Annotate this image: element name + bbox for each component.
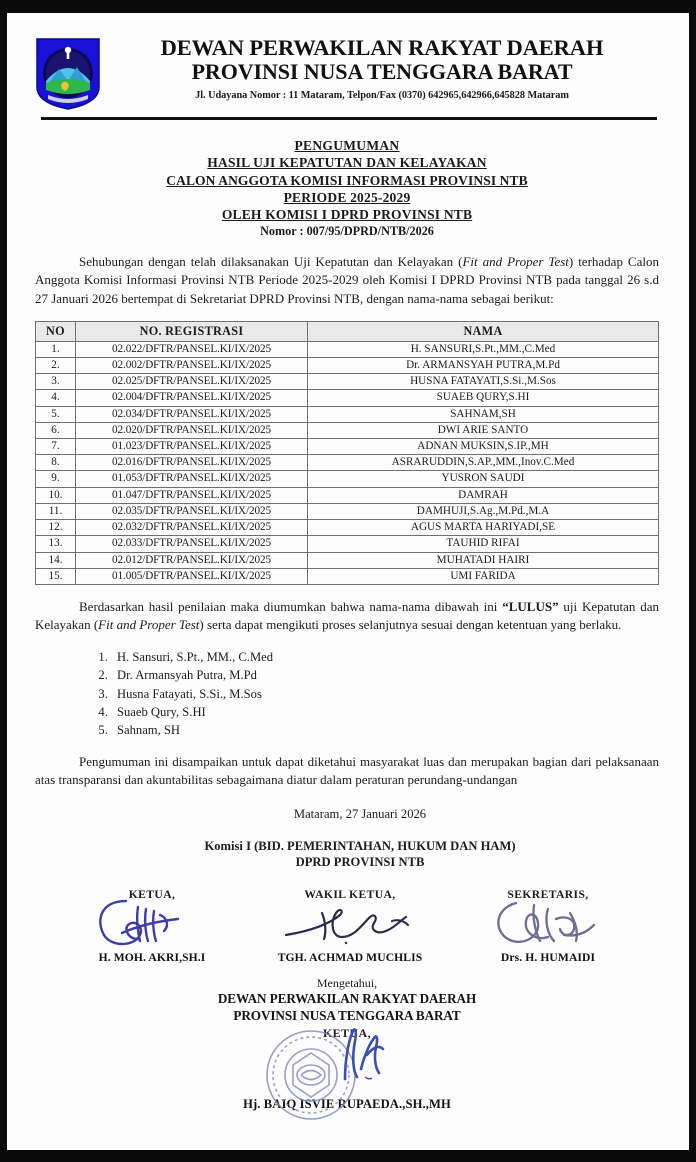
committee-block (35, 838, 659, 871)
column-header-no: NO (36, 322, 76, 341)
cell-no: 7. (36, 439, 76, 455)
cell-no-registrasi: 01.023/DFTR/PANSEL.KI/IX/2025 (76, 439, 308, 455)
cell-nama: AGUS MARTA HARIYADI,SE (308, 520, 659, 536)
cell-no: 3. (36, 374, 76, 390)
cell-no-registrasi: 02.004/DFTR/PANSEL.KI/IX/2025 (76, 390, 308, 406)
table-row (36, 439, 659, 455)
table-row (36, 422, 659, 438)
document-body (7, 13, 689, 1112)
signature-name-sekretaris: Drs. H. HUMAIDI (500, 951, 596, 965)
cell-no: 15. (36, 568, 76, 584)
institution-name-line2: PROVINSI NUSA TENGGARA BARAT (191, 59, 573, 85)
cell-no-registrasi: 02.034/DFTR/PANSEL.KI/IX/2025 (76, 406, 308, 422)
cell-nama: HUSNA FATAYATI,S.Si.,M.Sos (308, 374, 659, 390)
cell-nama: SAHNAM,SH (308, 406, 659, 422)
cell-nama: DAMRAH (308, 487, 659, 503)
acknowledgement-mengetahui: Mengetahui, (316, 976, 378, 991)
cell-no-registrasi: 02.020/DFTR/PANSEL.KI/IX/2025 (76, 422, 308, 438)
table-row (36, 520, 659, 536)
cell-no-registrasi: 01.005/DFTR/PANSEL.KI/IX/2025 (76, 568, 308, 584)
acknowledgement-role-ketua: KETUA, (322, 1026, 372, 1041)
cell-no-registrasi: 02.032/DFTR/PANSEL.KI/IX/2025 (76, 520, 308, 536)
committee-line2: DPRD PROVINSI NTB (295, 855, 425, 870)
signature-name-wakil-ketua: TGH. ACHMAD MUCHLIS (277, 951, 423, 965)
cell-no: 4. (36, 390, 76, 406)
cell-no: 5. (36, 406, 76, 422)
signature-ink-wakil-ketua (255, 901, 445, 951)
table-body (36, 341, 659, 584)
candidates-table (35, 321, 659, 585)
table-row (36, 374, 659, 390)
signature-block-wakil-ketua (255, 888, 445, 964)
cell-no-registrasi: 02.016/DFTR/PANSEL.KI/IX/2025 (76, 455, 308, 471)
signature-ink-ketua-dprd (331, 1025, 395, 1087)
result-italic-fit-and-proper: Fit and Proper Test (98, 617, 200, 633)
cell-no-registrasi: 02.025/DFTR/PANSEL.KI/IX/2025 (76, 374, 308, 390)
closing-paragraph: Pengumuman ini disampaikan untuk dapat diketahui masyarakat luas dan merupakan bagian dari pelaksanaan atas transparansi dan akuntabilitas sebagaimana diatur dalam peraturan perundang-undangan (35, 753, 659, 788)
announcement-title-block (35, 137, 659, 240)
institution-name-line1: DEWAN PERWAKILAN RAKYAT DAERAH (160, 35, 604, 60)
title-line-calon-anggota: CALON ANGGOTA KOMISI INFORMASI PROVINSI NTB (166, 172, 528, 188)
list-item: 3. Husna Fatayati, S.Si., M.Sos (111, 685, 659, 703)
signature-block-sekretaris (453, 888, 643, 964)
intro-paragraph (35, 253, 659, 308)
column-header-no-registrasi: NO. REGISTRASI (76, 322, 308, 341)
list-item: 5. Sahnam, SH (111, 721, 659, 739)
cell-nama: DWI ARIE SANTO (308, 422, 659, 438)
acknowledgement-block (35, 976, 659, 1112)
acknowledgement-institution-line1: DEWAN PERWAKILAN RAKYAT DAERAH (217, 991, 477, 1007)
document-page (7, 13, 689, 1150)
list-item: 1. H. Sansuri, S.Pt., MM., C.Med (111, 648, 659, 666)
intro-italic-fit-and-proper: Fit and Proper Test (462, 253, 569, 269)
title-line-pengumuman: PENGUMUMAN (294, 138, 400, 153)
intro-part2: ) terhadap Calon Anggota Komisi Informasi Provinsi NTB Periode 2025-2029 oleh Komisi I DPRD Provinsi NTB pada tanggal 26 s.d 27 Januari 2026 bertempat di Sekretariat DPRD Provinsi NTB, dengan nama-nama sebagai berikut: (35, 253, 659, 306)
cell-nama: ASRARUDDIN,S.AP.,MM.,Inov.C.Med (308, 455, 659, 471)
cell-no-registrasi: 01.053/DFTR/PANSEL.KI/IX/2025 (76, 471, 308, 487)
result-paragraph (35, 598, 659, 635)
result-part1: Berdasarkan hasil penilaian maka diumumkan bahwa nama-nama dibawah ini (79, 598, 503, 614)
title-line-periode: PERIODE 2025-2029 (283, 189, 411, 205)
table-row (36, 390, 659, 406)
cell-no-registrasi: 02.035/DFTR/PANSEL.KI/IX/2025 (76, 503, 308, 519)
letterhead-text (115, 35, 659, 101)
table-header-row (36, 322, 659, 341)
list-item: 2. Dr. Armansyah Putra, M.Pd (111, 666, 659, 684)
cell-no: 8. (36, 455, 76, 471)
cell-no: 6. (36, 422, 76, 438)
table-row (36, 406, 659, 422)
intro-part1: Sehubungan dengan telah dilaksanakan Uji Kepatutan dan Kelayakan ( (79, 253, 463, 269)
cell-nama: Dr. ARMANSYAH PUTRA,M.Pd (308, 357, 659, 373)
cell-no-registrasi: 02.002/DFTR/PANSEL.KI/IX/2025 (76, 357, 308, 373)
result-bold-lulus: “LULUS” (502, 598, 559, 614)
list-item: 4. Suaeb Qury, S.HI (111, 703, 659, 721)
signature-role-ketua: KETUA, (128, 888, 176, 902)
cell-no-registrasi: 02.033/DFTR/PANSEL.KI/IX/2025 (76, 536, 308, 552)
passed-candidates-list (35, 648, 659, 740)
cell-nama: SUAEB QURY,S.HI (308, 390, 659, 406)
letterhead (35, 35, 659, 111)
title-line-oleh-komisi: OLEH KOMISI I DPRD PROVINSI NTB (221, 207, 473, 223)
cell-no: 13. (36, 536, 76, 552)
table-row (36, 341, 659, 357)
ntb-coat-of-arms-icon (35, 37, 101, 111)
cell-nama: MUHATADI HAIRI (308, 552, 659, 568)
place-and-date: Mataram, 27 Januari 2026 (293, 806, 427, 821)
cell-no-registrasi: 01.047/DFTR/PANSEL.KI/IX/2025 (76, 487, 308, 503)
table-row (36, 552, 659, 568)
cell-no-registrasi: 02.022/DFTR/PANSEL.KI/IX/2025 (76, 341, 308, 357)
acknowledgement-name: Hj. BAIQ ISVIE RUPAEDA.,SH.,MH (243, 1097, 451, 1112)
cell-nama: ADNAN MUKSIN,S.IP.,MH (308, 439, 659, 455)
cell-nama: TAUHID RIFAI (308, 536, 659, 552)
cell-no: 2. (36, 357, 76, 373)
acknowledgement-institution-line2: PROVINSI NUSA TENGGARA BARAT (233, 1007, 461, 1023)
letterhead-divider (41, 117, 657, 120)
cell-nama: DAMHUJI,S.Ag.,M.Pd.,M.A (308, 503, 659, 519)
table-row (36, 455, 659, 471)
document-number: Nomor : 007/95/DPRD/NTB/2026 (260, 224, 434, 239)
signature-ink-ketua (57, 901, 247, 951)
signature-name-ketua: H. MOH. AKRI,SH.I (98, 951, 206, 965)
cell-no: 1. (36, 341, 76, 357)
signature-row (35, 888, 659, 964)
cell-nama: H. SANSURI,S.Pt.,MM.,C.Med (308, 341, 659, 357)
acknowledgement-ink-area (35, 1041, 659, 1097)
table-row (36, 568, 659, 584)
column-header-nama: NAMA (308, 322, 659, 341)
cell-nama: UMI FARIDA (308, 568, 659, 584)
cell-nama: YUSRON SAUDI (308, 471, 659, 487)
signature-role-wakil-ketua: WAKIL KETUA, (304, 888, 396, 902)
table-row (36, 487, 659, 503)
cell-no: 10. (36, 487, 76, 503)
table-row (36, 471, 659, 487)
signature-block-ketua (57, 888, 247, 964)
signature-ink-sekretaris (453, 901, 643, 951)
cell-no: 11. (36, 503, 76, 519)
signature-role-sekretaris: SEKRETARIS, (507, 888, 589, 902)
cell-no-registrasi: 02.012/DFTR/PANSEL.KI/IX/2025 (76, 552, 308, 568)
institution-address: Jl. Udayana Nomor : 11 Mataram, Telpon/Fax (0370) 642965,642966,645828 Mataram (195, 89, 569, 101)
table-row (36, 503, 659, 519)
cell-no: 12. (36, 520, 76, 536)
table-row (36, 357, 659, 373)
title-line-hasil-uji: HASIL UJI KEPATUTAN DAN KELAYAKAN (207, 155, 487, 171)
cell-no: 9. (36, 471, 76, 487)
result-part3: ) serta dapat mengikuti proses selanjutnya sesuai dengan ketentuan yang berlaku. (199, 617, 622, 633)
committee-line1: Komisi I (BID. PEMERINTAHAN, HUKUM DAN HAM) (204, 838, 516, 853)
result-part2: uji Kepatutan dan Kelayakan ( (35, 598, 660, 633)
table-row (36, 536, 659, 552)
cell-no: 14. (36, 552, 76, 568)
